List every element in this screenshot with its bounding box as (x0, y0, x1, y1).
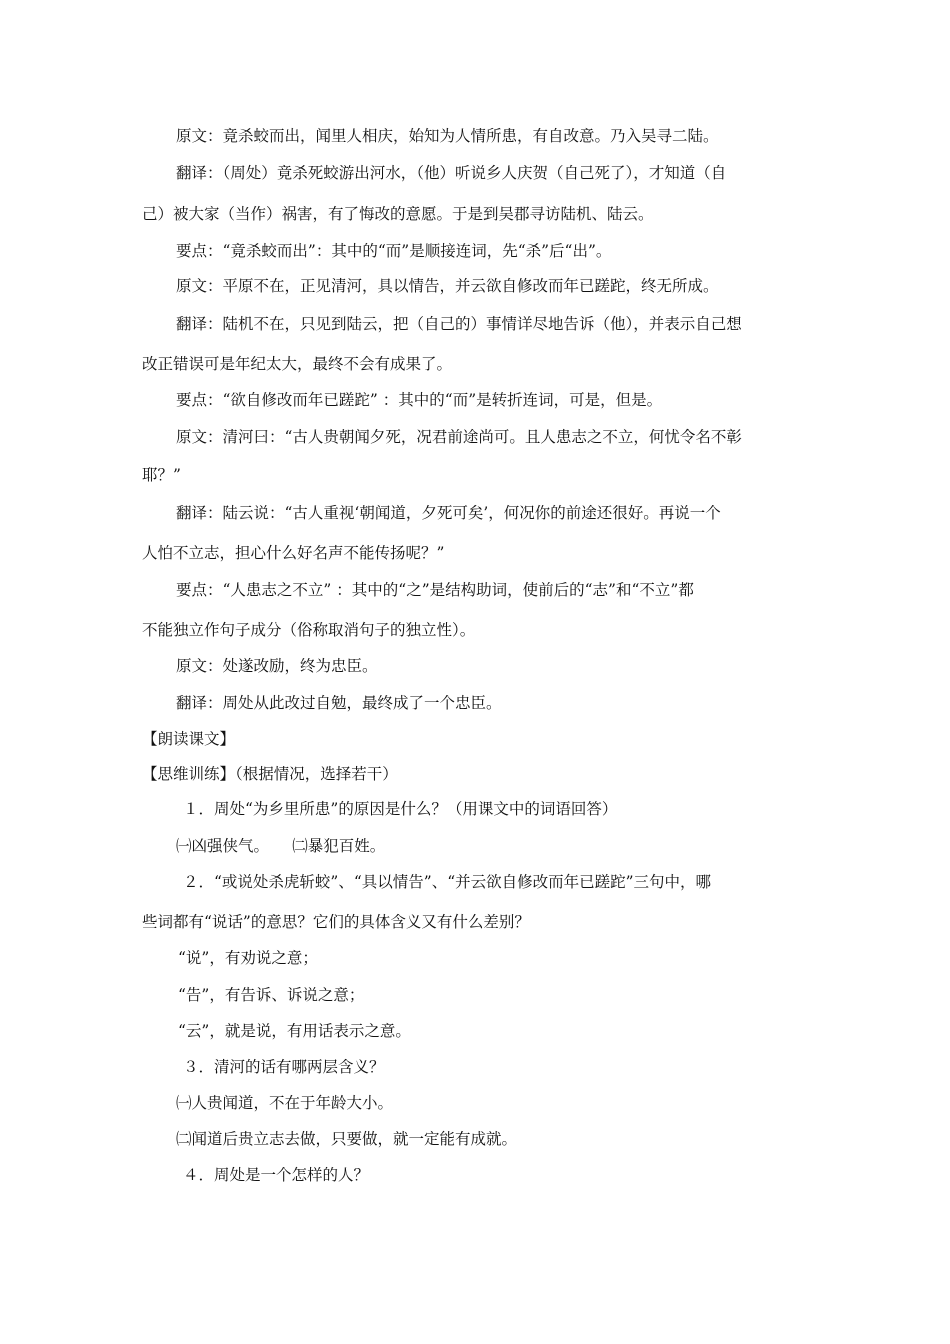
answer-line: “说”，有劝说之意； (178, 949, 318, 967)
text-line: 翻译：陆云说：“古人重视‘朝闻道，夕死可矣’，何况你的前途还很好。再说一个 (176, 504, 721, 522)
text-line: 己）被大家（当作）祸害，有了悔改的意愿。于是到吴郡寻访陆机、陆云。 (142, 205, 654, 223)
section-heading: 【思维训练】（根据情况，选择若干） (142, 765, 398, 783)
question-item: ２．“或说处杀虎斩蛟”、“具以情告”、“并云欲自修改而年已蹉跎”三句中，哪 (183, 873, 712, 891)
section-heading: 【朗读课文】 (142, 730, 236, 748)
text-line: 要点：“人患志之不立” ：其中的“之”是结构助词，使前后的“志”和“不立”都 (176, 581, 694, 599)
answer-line: ㈠人贵闻道，不在于年龄大小。 (176, 1094, 394, 1112)
text-line: 要点：“竟杀蛟而出”：其中的“而”是顺接连词，先“杀”后“出”。 (176, 242, 612, 260)
text-line: 原文：平原不在，正见清河，具以情告，并云欲自修改而年已蹉跎，终无所成。 (176, 277, 719, 295)
answer-line: ㈡闻道后贵立志去做，只要做，就一定能有成就。 (176, 1130, 518, 1148)
text-line: 些词都有“说话”的意思？它们的具体含义又有什么差别？ (142, 913, 530, 931)
answer-line: “告”，有告诉、诉说之意； (178, 986, 365, 1004)
text-line: 翻译：周处从此改过自勉，最终成了一个忠臣。 (176, 694, 502, 712)
answer-line: ㈠凶强侠气。 ㈡暴犯百姓。 (176, 837, 386, 855)
text-line: 翻译：陆机不在，只见到陆云，把（自己的）事情详尽地告诉（他），并表示自己想 (176, 315, 742, 333)
text-line: 改正错误可是年纪太大，最终不会有成果了。 (142, 355, 453, 373)
text-line: 翻译：（周处）竟杀死蛟游出河水，（他）听说乡人庆贺（自己死了），才知道（自 (176, 164, 727, 182)
text-line: 原文：清河曰：“古人贵朝闻夕死，况君前途尚可。且人患志之不立，何忧令名不彰 (176, 428, 742, 446)
text-line: 原文：竟杀蛟而出，闻里人相庆，始知为人情所患，有自改意。乃入吴寻二陆。 (176, 127, 719, 145)
question-item: １．周处“为乡里所患”的原因是什么？（用课文中的词语回答） (183, 800, 618, 818)
answer-line: “云”，就是说，有用话表示之意。 (178, 1022, 411, 1040)
text-line: 人怕不立志，担心什么好名声不能传扬呢？” (142, 544, 445, 562)
text-line: 不能独立作句子成分（俗称取消句子的独立性）。 (142, 621, 476, 639)
text-line: 要点：“欲自修改而年已蹉跎” ：其中的“而”是转折连词，可是，但是。 (176, 391, 663, 409)
question-item: ３．清河的话有哪两层含义？ (183, 1058, 385, 1076)
question-item: ４．周处是一个怎样的人？ (183, 1166, 370, 1184)
text-line: 原文：处遂改励，终为忠臣。 (176, 657, 378, 675)
text-line: 耶？” (142, 466, 181, 484)
